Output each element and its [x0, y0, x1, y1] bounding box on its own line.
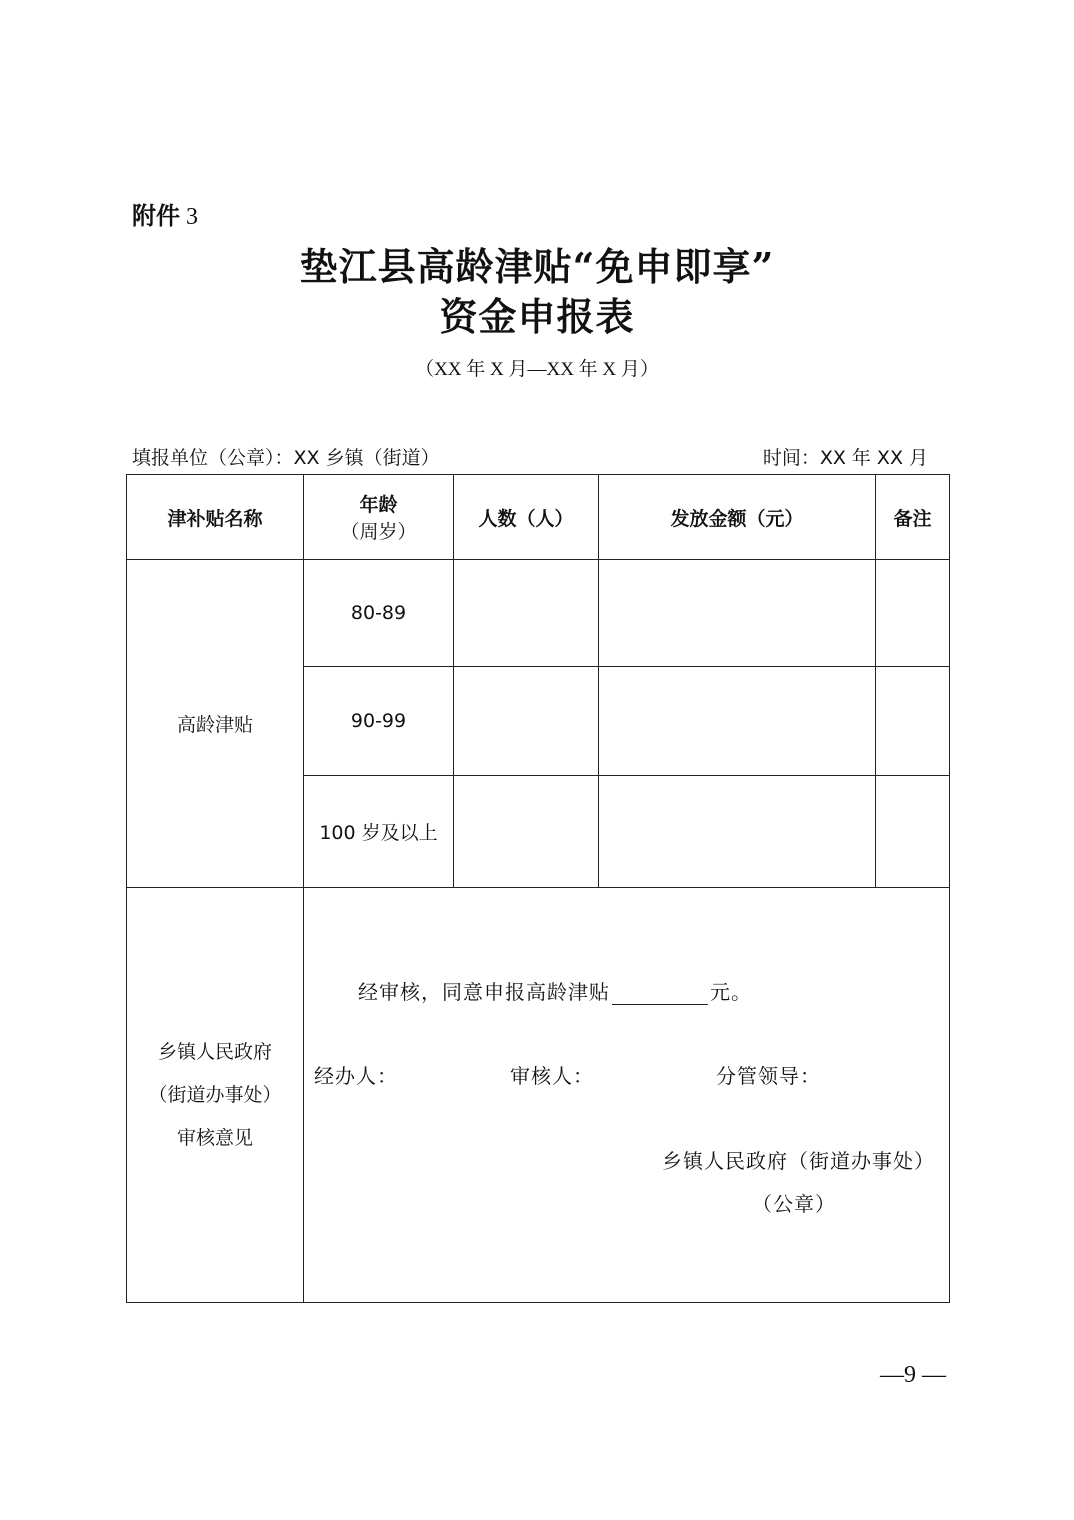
reviewer-signature: 审核人：	[510, 1064, 594, 1088]
document-title-line1: 垫江县高龄津贴“免申即享”	[299, 244, 775, 289]
review-label-line: 审核意见	[176, 1126, 253, 1149]
approval-statement	[358, 976, 752, 1005]
remark-cell[interactable]	[876, 776, 950, 888]
header-amount: 发放金额（元）	[599, 475, 876, 560]
count-cell[interactable]	[454, 667, 599, 776]
count-cell[interactable]	[454, 776, 599, 888]
table-header-row	[127, 475, 950, 560]
leader-signature: 分管领导：	[716, 1064, 821, 1088]
seal-organization: 乡镇人民政府（街道办事处）	[662, 1149, 935, 1173]
remark-cell[interactable]	[876, 560, 950, 667]
review-opinion-cell	[304, 888, 950, 1303]
count-cell[interactable]	[454, 560, 599, 667]
header-subsidy-name: 津补贴名称	[127, 475, 304, 560]
report-period: （XX 年 X 月—XX 年 X 月）	[415, 359, 659, 380]
document-title-line2: 资金申报表	[439, 294, 635, 339]
reporting-time: 时间：XX 年 XX 月	[762, 447, 928, 469]
attachment-number: 3	[186, 204, 198, 230]
header-age-unit: （周岁）	[340, 521, 417, 543]
review-label-cell	[127, 888, 304, 1303]
application-table	[126, 474, 950, 1303]
official-seal-label: （公章）	[752, 1192, 836, 1216]
page-number: —9 —	[880, 1362, 946, 1388]
review-label-line: 乡镇人民政府	[157, 1040, 272, 1063]
header-count: 人数（人）	[454, 475, 599, 560]
approval-prefix: 经审核，同意申报高龄津贴	[358, 980, 610, 1004]
approval-suffix: 元。	[710, 980, 752, 1004]
attachment-label	[132, 196, 198, 231]
handler-signature: 经办人：	[314, 1064, 398, 1088]
header-age-label: 年龄	[359, 494, 398, 516]
reporting-unit: 填报单位（公章）：XX 乡镇（街道）	[132, 447, 440, 469]
age-group-cell: 90-99	[304, 667, 454, 776]
subsidy-name-cell: 高龄津贴	[127, 560, 304, 888]
amount-cell[interactable]	[599, 776, 876, 888]
header-remark: 备注	[876, 475, 950, 560]
review-row	[127, 888, 950, 1303]
amount-cell[interactable]	[599, 667, 876, 776]
table-row	[127, 560, 950, 667]
header-age	[304, 475, 454, 560]
approval-amount-blank[interactable]	[612, 982, 708, 1005]
remark-cell[interactable]	[876, 667, 950, 776]
age-group-cell: 100 岁及以上	[304, 776, 454, 888]
review-label-line: （街道办事处）	[148, 1083, 282, 1106]
age-group-cell: 80-89	[304, 560, 454, 667]
amount-cell[interactable]	[599, 560, 876, 667]
attachment-text: 附件	[132, 202, 180, 230]
